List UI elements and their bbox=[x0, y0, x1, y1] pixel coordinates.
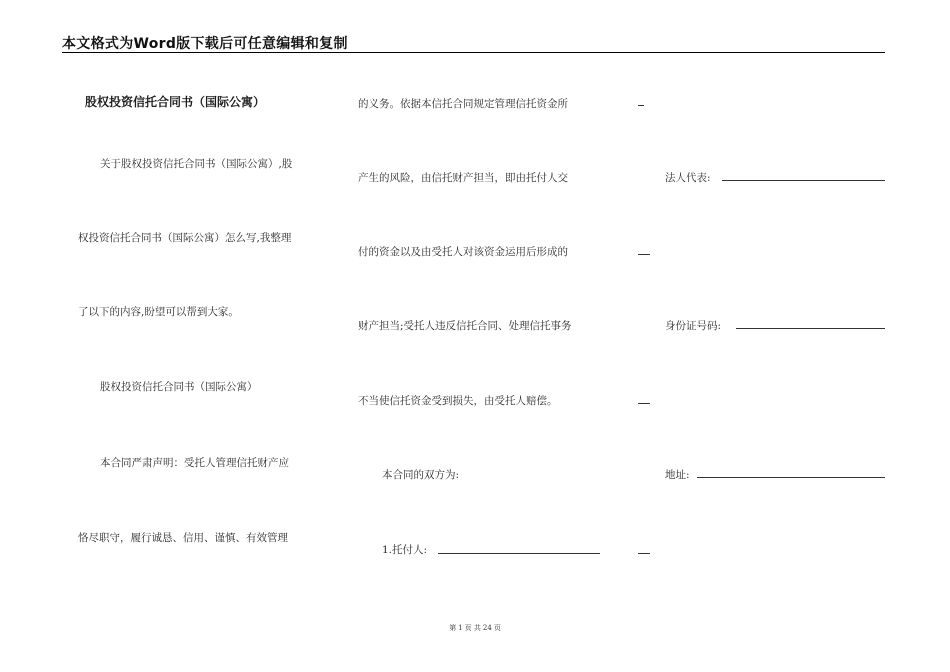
section-heading: 股权投资信托合同书（国际公寓） bbox=[100, 381, 258, 393]
address-label: 地址: bbox=[665, 469, 690, 481]
header-divider bbox=[62, 52, 885, 53]
total-pages: 24 bbox=[482, 624, 492, 632]
legal-rep-label: 法人代表: bbox=[665, 172, 711, 184]
paragraph-line: 恪尽职守，履行诚恳、信用、谨慎、有效管理 bbox=[78, 532, 288, 544]
legal-rep-blank-line bbox=[722, 180, 885, 181]
page-label-mid: 页 共 bbox=[464, 624, 481, 632]
paragraph-line: 付的资金以及由受托人对该资金运用后形成的 bbox=[358, 246, 568, 258]
page-label-suffix: 页 bbox=[493, 624, 501, 632]
blank-dash bbox=[638, 105, 644, 106]
paragraph-line: 财产担当;受托人违反信托合同、处理信托事务 bbox=[358, 320, 572, 332]
paragraph-line: 产生的风险，由信托财产担当，即由托付人交 bbox=[358, 172, 568, 184]
id-number-label: 身份证号码: bbox=[665, 320, 722, 332]
paragraph-line: 本合同严肃声明：受托人管理信托财产应 bbox=[100, 457, 289, 469]
principal-blank-line bbox=[438, 553, 600, 554]
blank-dash bbox=[638, 553, 650, 554]
blank-dash bbox=[638, 403, 650, 404]
parties-heading: 本合同的双方为: bbox=[382, 469, 460, 481]
principal-label: 1.托付人: bbox=[382, 544, 428, 556]
header-banner: 本文格式为Word版下载后可任意编辑和复制 bbox=[62, 36, 348, 52]
document-title: 股权投资信托合同书（国际公寓） bbox=[85, 95, 266, 109]
page-footer bbox=[0, 623, 950, 633]
page-number: 1 bbox=[458, 624, 463, 632]
id-number-blank-line bbox=[736, 328, 885, 329]
address-blank-line bbox=[697, 477, 885, 478]
paragraph-line: 了以下的内容,盼望可以帮到大家。 bbox=[78, 306, 239, 318]
paragraph-line: 不当使信托资金受到损失，由受托人赔偿。 bbox=[358, 395, 558, 407]
paragraph-line: 关于股权投资信托合同书（国际公寓）,股 bbox=[100, 158, 293, 170]
page-label-prefix: 第 bbox=[449, 624, 457, 632]
paragraph-line: 的义务。依据本信托合同规定管理信托资金所 bbox=[358, 98, 568, 110]
blank-dash bbox=[638, 254, 650, 255]
paragraph-line: 权投资信托合同书（国际公寓）怎么写,我整理 bbox=[78, 232, 292, 244]
